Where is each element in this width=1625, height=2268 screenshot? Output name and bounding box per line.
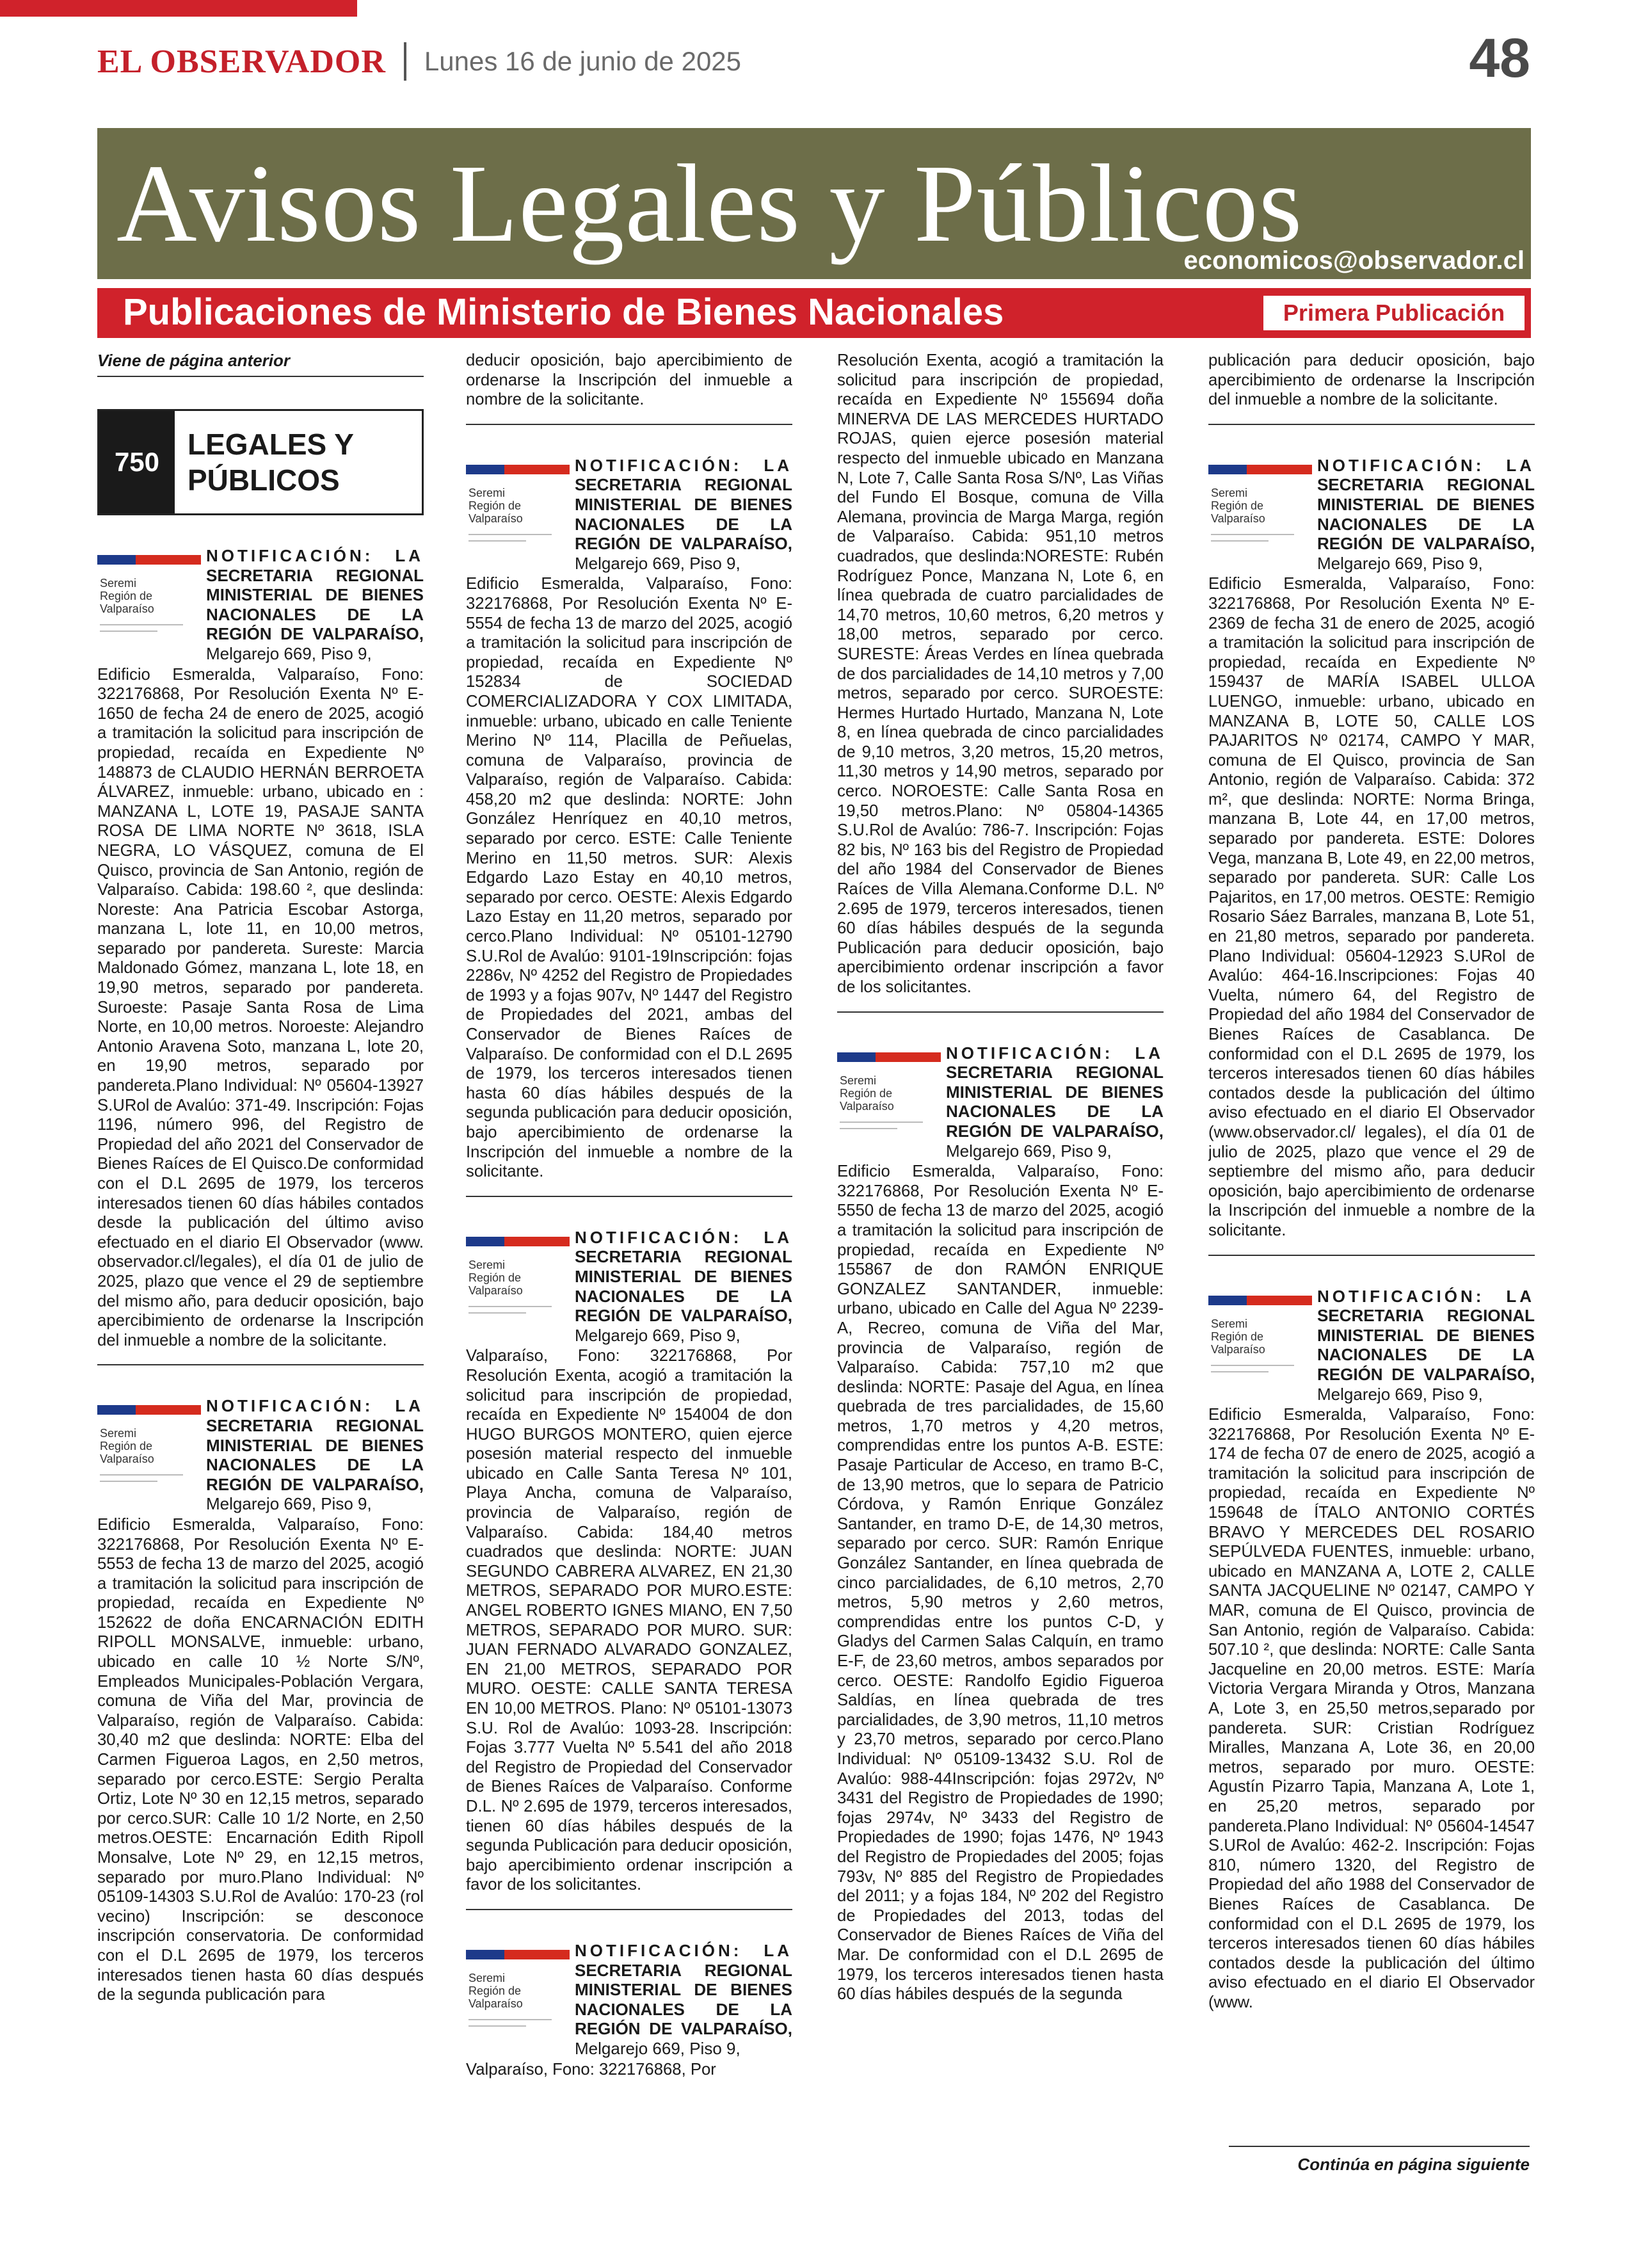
- seremi-logo: Seremi Región de Valparaíso: [466, 1941, 575, 2037]
- notice-continuation: deducir oposición, bajo apercibimiento de ordenarse la Inscripción del inmueble a nombre de la solicitante.: [466, 351, 792, 425]
- notice-continuation: Resolución Exenta, acogió a tramitación la solicitud para inscripción de propiedad, recaída en Expediente Nº 155694 doña MINERVA DE LAS MERCEDES HURTADO ROJAS, quien ejerce posesión material respecto del inmueble ubicado en Manzana N, Lote 7, Calle Santa Rosa S/Nº, Las Viñas del Fundo El Bosque, comuna de Villa Alemana, provincia de Marga Marga, región de Valparaíso. Cabida: 951,10 metros cuadrados, que deslinda:NORESTE: Rubén Rodríguez Ponce, Manzana N, Lote 6, en línea quebrada de cuatro parcialidades de 14,70 metros, 10,60 metros, 6,20 metros y 18,00 metros, separado por cerco. SURESTE: Áreas Verdes en línea quebrada de dos parcialidades de 14,10 metros y 7,00 metros, separado por cerco. SUROESTE: Hermes Hurtado Hurtado, Manzana N, Lote 8, en línea quebrada de cinco parcialidades de 9,10 metros, 3,20 metros, 15,20 metros, 11,30 metros y 14,90 metros, separado por cerco. NOROESTE: Calle Santa Rosa en 19,50 metros.Plano: Nº 05804-14365 S.U.Rol de Avalúo: 786-7. Inscripción: Fojas 82 bis, Nº 163 bis del Registro de Propiedad del año 1984 del Conservador de Bienes Raíces de Villa Alemana.Conforme D.L. Nº 2.695 de 1979, terceros interesados, tienen 60 días hábiles después de la segunda Publicación para deducir oposición, bajo apercibimiento ordenar inscripción a favor de los solicitantes.: [837, 351, 1164, 1013]
- chile-flag-icon: [97, 1405, 201, 1415]
- top-accent-bar: [0, 0, 357, 17]
- category-box: [97, 409, 424, 515]
- notice-body: Edificio Esmeralda, Valparaíso, Fono: 322176868, Por Resolución Exenta Nº E-1650 de fecha 24 de enero de 2025, acogió a tramitación la solicitud para inscripción de propiedad, recaída en Expediente Nº 148873 de CLAUDIO HERNÁN BERROETA ÁLVAREZ, inmueble: urbano, ubicado en : MANZANA L, LOTE 19, PASAJE SANTA ROSA DE LIMA NORTE Nº 3618, ISLA NEGRA, LO VÁSQUEZ, comuna de El Quisco, provincia de San Antonio, región de Valparaíso. Cabida: 198.60 ², que deslinda: Noreste: Ana Patricia Escobar Astorga, manzana L, lote 11, en 10,00 metros, separado por pandereta. Sureste: Marcia Maldonado Gómez, manzana L, lote 18, en 19,90 metros, separado por pandereta. Suroeste: Pasaje Santa Rosa de Lima Norte, en 10,00 metros. Noroeste: Alejandro Antonio Aravena Soto, manzana L, lote 20, en 19,90 metros, separado por pandereta.Plano Individual: Nº 05604-13927 S.URol de Avalúo: 371-49. Inscripción: Fojas 1196, número 996, del Registro de Propiedad del año 2021 del Conservador de Bienes Raíces de El Quisco.De conformidad con el D.L 2695 de 1979, los terceros interesados tienen 60 días hábiles contados desde la publicación del último aviso efectuado en el diario El Observador (www. observador.cl/legales), el día 01 de julio de 2025, plazo que vence el 29 de septiembre del mismo año, para deducir oposición, bajo apercibimiento de ordenarse la Inscripción del inmueble a nombre de la solicitante.: [97, 665, 424, 1349]
- newspaper-name: EL OBSERVADOR: [97, 43, 386, 80]
- section-title: Avisos Legales y Públicos: [116, 141, 1303, 265]
- chile-flag-icon: [97, 555, 201, 565]
- seremi-logo: Seremi Región de Valparaíso: [1208, 456, 1317, 552]
- column-1: [97, 351, 424, 2162]
- section-banner: [97, 128, 1531, 279]
- notice-body: Valparaíso, Fono: 322176868, Por Resolución Exenta, acogió a tramitación la solicitud para inscripción de propiedad, recaída en Expediente Nº 154004 de don HUGO BURGOS MONTERO, quien ejerce posesión material respecto del inmueble ubicado en Calle Santa Teresa Nº 101, Playa Ancha, comuna de Valparaíso, provincia de Valparaíso, región de Valparaíso. Cabida: 184,40 metros cuadrados que deslinda: NORTE: JUAN SEGUNDO CABRERA ALVAREZ, EN 21,30 METROS, SEPARADO POR MURO.ESTE: ANGEL ROBERTO IGNES MIANO, EN 7,50 METROS, SEPARADO POR MURO. SUR: JUAN FERNADO ALVARADO GONZALEZ, EN 21,00 METROS, SEPARADO POR MURO. OESTE: CALLE SANTA TERESA EN 10,00 METROS. Plano: Nº 05101-13073 S.U. Rol de Avalúo: 1093-28. Inscripción: Fojas 3.777 Vuelta Nº 5.541 del año 2018 del Registro de Propiedad del Conservador de Bienes Raíces de Valparaíso. Conforme D.L. Nº 2.695 de 1979, terceros interesados, tienen 60 días hábiles después de la segunda Publicación para deducir oposición, bajo apercibimiento ordenar inscripción a favor de los solicitantes.: [466, 1347, 792, 1894]
- masthead-divider: [404, 42, 406, 81]
- seremi-logo: Seremi Región de Valparaíso: [466, 456, 575, 552]
- notice-continuation: publicación para deducir oposición, bajo apercibimiento de ordenarse la Inscripción del inmueble a nombre de la solicitante.: [1208, 351, 1535, 425]
- notice-title: NOTIFICACIÓN: LA SECRETARIA REGIONAL MINISTERIAL DE BIENES NACIONALES DE LA REGIÓN DE VALPARAÍSO, Melgarejo 669, Piso 9,: [206, 546, 424, 663]
- legal-notice: [837, 1043, 1164, 2018]
- masthead: [97, 38, 741, 84]
- continued-from-note: Viene de página anterior: [97, 351, 424, 377]
- section-subtitle-bar: [97, 288, 1531, 338]
- notice-body: Edificio Esmeralda, Valparaíso, Fono: 322176868, Por Resolución Exenta Nº E-2369 de fecha 31 de enero de 2025, acogió a tramitación la solicitud para inscripción de propiedad, recaída en Expediente Nº 159437 de MARÍA ISABEL ULLOA LUENGO, inmueble: urbano, ubicado en MANZANA B, LOTE 50, CALLE LOS PAJARITOS Nº 02174, CAMPO Y MAR, comuna de El Quisco, provincia de San Antonio, región de Valparaíso. Cabida: 372 m², que deslinda: NORTE: Norma Bringa, manzana B, Lote 44, en 17,00 metros, separado por pandereta. ESTE: Dolores Vega, manzana B, Lote 49, en 22,00 metros, separado por pandereta. SUR: Calle Los Pajaritos, en 17,00 metros. OESTE: Remigio Rosario Sáez Barrales, manzana B, Lote 51, en 21,80 metros, separado por pandereta. Plano Individual: 05604-12923 S.URol de Avalúo: 464-16.Inscripciones: Fojas 40 Vuelta, número 64, del Registro de Propiedad del año 1984 del Conservador de Bienes Raíces de Casablanca. De conformidad con el D.L 2695 de 1979, los terceros interesados tienen 60 días hábiles contados desde la publicación del último aviso efectuado en el diario El Observador (www.observador.cl/ legales), el día 01 de julio de 2025, plazo que vence el 29 de septiembre del mismo año, para deducir oposición, bajo apercibimiento de ordenarse la Inscripción del inmueble a nombre de la solicitante.: [1208, 575, 1535, 1239]
- chile-flag-icon: [837, 1052, 941, 1062]
- notice-title: NOTIFICACIÓN: LA SECRETARIA REGIONAL MINISTERIAL DE BIENES NACIONALES DE LA REGIÓN DE VALPARAÍSO, Melgarejo 669, Piso 9,: [575, 455, 792, 573]
- page-number: 48: [1469, 28, 1530, 89]
- notice-title: NOTIFICACIÓN: LA SECRETARIA REGIONAL MINISTERIAL DE BIENES NACIONALES DE LA REGIÓN DE VALPARAÍSO, Melgarejo 669, Piso 9,: [575, 1227, 792, 1345]
- seremi-logo: Seremi Región de Valparaíso: [1208, 1287, 1317, 1383]
- legal-notice: [97, 546, 424, 1365]
- legal-notice: [466, 1941, 792, 2093]
- notice-title: NOTIFICACIÓN: LA SECRETARIA REGIONAL MINISTERIAL DE BIENES NACIONALES DE LA REGIÓN DE VALPARAÍSO, Melgarejo 669, Piso 9,: [206, 1396, 424, 1514]
- seremi-logo: Seremi Región de Valparaíso: [97, 1396, 206, 1492]
- chile-flag-icon: [466, 465, 570, 474]
- category-label: [175, 411, 354, 513]
- publication-badge: Primera Publicación: [1263, 296, 1525, 330]
- category-label-line2: PÚBLICOS: [188, 463, 340, 497]
- chile-flag-icon: [1208, 1296, 1312, 1305]
- legal-notice: [466, 1228, 792, 1910]
- notice-title: NOTIFICACIÓN: LA SECRETARIA REGIONAL MINISTERIAL DE BIENES NACIONALES DE LA REGIÓN DE VALPARAÍSO, Melgarejo 669, Piso 9,: [946, 1043, 1164, 1161]
- notice-body: Edificio Esmeralda, Valparaíso, Fono: 322176868, Por Resolución Exenta Nº E-5554 de fecha 13 de marzo del 2025, acogió a tramitación la solicitud para inscripción de propiedad, recaída en Expediente Nº 152834 de SOCIEDAD COMERCIALIZADORA Y COX LIMITADA, inmueble: urbano, ubicado en calle Teniente Merino Nº 114, Placilla de Peñuelas, comuna de Valparaíso, provincia de Valparaíso, región de Valparaíso. Cabida: 458,20 m2 que deslinda: NORTE: John González Henríquez en 40,10 metros, separado por cerco. ESTE: Calle Teniente Merino en 11,50 metros. SUR: Alexis Edgardo Lazo Estay en 40,10 metros, separado por cerco. OESTE: Alexis Edgardo Lazo Estay en 11,20 metros, separado por cerco.Plano Individual: Nº 05101-12790 S.U.Rol de Avalúo: 9101-19Inscripción: fojas 2286v, Nº 4252 del Registro de Propiedades de 1993 y a fojas 907v, Nº 1447 del Registro de Propiedades del 2021, ambas del Conservador de Bienes Raíces de Valparaíso. De conformidad con el D.L 2695 de 1979, los terceros interesados tienen hasta 60 días hábiles después de la segunda publicación para deducir oposición, bajo apercibimiento de ordenarse la Inscripción del inmueble a nombre de la solicitante.: [466, 575, 792, 1181]
- notice-title: NOTIFICACIÓN: LA SECRETARIA REGIONAL MINISTERIAL DE BIENES NACIONALES DE LA REGIÓN DE VALPARAÍSO, Melgarejo 669, Piso 9,: [1317, 1286, 1535, 1404]
- section-subtitle: Publicaciones de Ministerio de Bienes Nacionales: [123, 291, 1004, 333]
- seremi-logo: Seremi Región de Valparaíso: [97, 546, 206, 642]
- legal-notice: [97, 1396, 424, 2018]
- seremi-logo: Seremi Región de Valparaíso: [466, 1228, 575, 1324]
- notice-title: NOTIFICACIÓN: LA SECRETARIA REGIONAL MINISTERIAL DE BIENES NACIONALES DE LA REGIÓN DE VALPARAÍSO, Melgarejo 669, Piso 9,: [1317, 455, 1535, 573]
- column-3: [837, 351, 1164, 2162]
- column-4: [1208, 351, 1535, 2162]
- legal-notice: [466, 456, 792, 1197]
- category-number: 750: [99, 411, 175, 513]
- continues-next-page-note: Continúa en página siguiente: [1229, 2146, 1530, 2175]
- issue-date: Lunes 16 de junio de 2025: [424, 46, 742, 76]
- notice-body: Edificio Esmeralda, Valparaíso, Fono: 322176868, Por Resolución Exenta Nº E-174 de fecha 07 de enero de 2025, acogió a tramitación la solicitud para inscripción de propiedad, recaída en Expediente Nº 159648 de ÍTALO ANTONIO CORTÉS BRAVO Y MERCEDES DEL ROSARIO SEPÚLVEDA FUENTES, inmueble: urbano, ubicado en MANZANA A, LOTE 2, CALLE SANTA JACQUELINE Nº 02147, CAMPO Y MAR, comuna de El Quisco, provincia de San Antonio, región de Valparaíso. Cabida: 507.10 ², que deslinda: NORTE: Calle Santa Jacqueline en 20,00 metros. ESTE: María Victoria Vergara Miranda y Otros, Manzana A, Lote 3, en 25,50 metros,separado por pandereta. SUR: Cristian Rodríguez Miralles, Manzana A, Lote 36, en 20,00 metros, separado por muro. OESTE: Agustín Pizarro Tapia, Manzana A, Lote 1, en 25,20 metros, separado por pandereta.Plano Individual: Nº 05604-14547 S.URol de Avalúo: 462-2. Inscripción: Fojas 810, número 1320, del Registro de Propiedad del año 1988 del Conservador de Bienes Raíces de Casablanca. De conformidad con el D.L 2695 de 1979, los terceros interesados tienen 60 días hábiles contados desde la publicación del último aviso efectuado en el diario El Observador (www.: [1208, 1406, 1535, 2011]
- notice-body: Edificio Esmeralda, Valparaíso, Fono: 322176868, Por Resolución Exenta Nº E-5553 de fecha 13 de marzo del 2025, acogió a tramitación la solicitud para inscripción de propiedad, recaída en Expediente Nº 152622 de doña ENCARNACIÓN EDITH RIPOLL MONSALVE, inmueble: urbano, ubicado en calle 10 ½ Norte S/Nº, Empleados Municipales-Población Vergara, comuna de Viña del Mar, provincia de Valparaíso, región de Valparaíso. Cabida: 30,40 m2 que deslinda: NORTE: Elba del Carmen Figueroa Lagos, en 2,50 metros, separado por cerco.ESTE: Sergio Peralta Ortiz, Lote Nº 30 en 12,15 metros, separado por cerco.SUR: Calle 10 1/2 Norte, en 2,50 metros.OESTE: Encarnación Edith Ripoll Monsalve, Lote Nº 29, en 12,15 metros, separado por muro.Plano Individual: Nº 05109-14303 S.U.Rol de Avalúo: 170-23 (rol vecino) Inscripción: se desconoce inscripción conservatoria. De conformidad con el D.L 2695 de 1979, los terceros interesados tienen hasta 60 días después de la segunda publicación para: [97, 1515, 424, 2004]
- legal-notice: [1208, 1287, 1535, 2027]
- chile-flag-icon: [1208, 465, 1312, 474]
- notice-body: Valparaíso, Fono: 322176868, Por: [466, 2060, 716, 2079]
- section-email-link[interactable]: economicos@observador.cl: [1183, 246, 1525, 275]
- chile-flag-icon: [466, 1950, 570, 1959]
- column-2: [466, 351, 792, 2162]
- category-label-line1: LEGALES Y: [188, 428, 354, 461]
- chile-flag-icon: [466, 1237, 570, 1246]
- legal-notice: [1208, 456, 1535, 1256]
- notice-title: NOTIFICACIÓN: LA SECRETARIA REGIONAL MINISTERIAL DE BIENES NACIONALES DE LA REGIÓN DE VALPARAÍSO, Melgarejo 669, Piso 9,: [575, 1940, 792, 2058]
- seremi-logo: Seremi Región de Valparaíso: [837, 1043, 946, 1139]
- notice-body: Edificio Esmeralda, Valparaíso, Fono: 322176868, Por Resolución Exenta Nº E-5550 de fecha 13 de marzo del 2025, acogió a tramitación la solicitud para inscripción de propiedad, recaída en Expediente Nº 155867 de don RAMÓN ENRIQUE GONZALEZ SANTANDER, inmueble: urbano, ubicado en Calle del Agua Nº 2239-A, Recreo, comuna de Viña del Mar, provincia de Valparaíso, región de Valparaíso. Cabida: 757,10 m2 que deslinda: NORTE: Pasaje del Agua, en línea quebrada de tres parcialidades, de 15,60 metros, 1,70 metros y 4,20 metros, comprendidas entre los puntos A-B. ESTE: Pasaje Particular de Acceso, en tramo B-C, de 13,90 metros, que lo separa de Patricio Córdova, y Ramón Enrique González Santander, en tramo D-E, de 14,30 metros, separado por cerco. SUR: Ramón Enrique González Santander, en línea quebrada de cinco parcialidades, de 6,10 metros, 2,70 metros, 5,90 metros y 2,60 metros, comprendidas entre los puntos C-D, y Gladys del Carmen Salas Calquín, en tramo E-F, de 23,60 metros, ambos separados por cerco. OESTE: Randolfo Egidio Figueroa Saldías, en línea quebrada de tres parcialidades, de 3,90 metros, 11,10 metros y 23,70 metros, separado por cerco.Plano Individual: Nº 05109-13432 S.U. Rol de Avalúo: 988-44Inscripción: fojas 2972v, Nº 3431 del Registro de Propiedades de 1990; fojas 2974v, Nº 3433 del Registro de Propiedades de 1990; fojas 1476, Nº 1943 del Registro de Propiedades del 2005; fojas 793v, Nº 885 del Registro de Propiedades del 2011; y a fojas 184, Nº 202 del Registro de Propiedades del 2013, todas del Conservador de Bienes Raíces de Viña del Mar. De conformidad con el D.L 2695 de 1979, los terceros interesados tienen hasta 60 días hábiles después de la segunda: [837, 1162, 1164, 2004]
